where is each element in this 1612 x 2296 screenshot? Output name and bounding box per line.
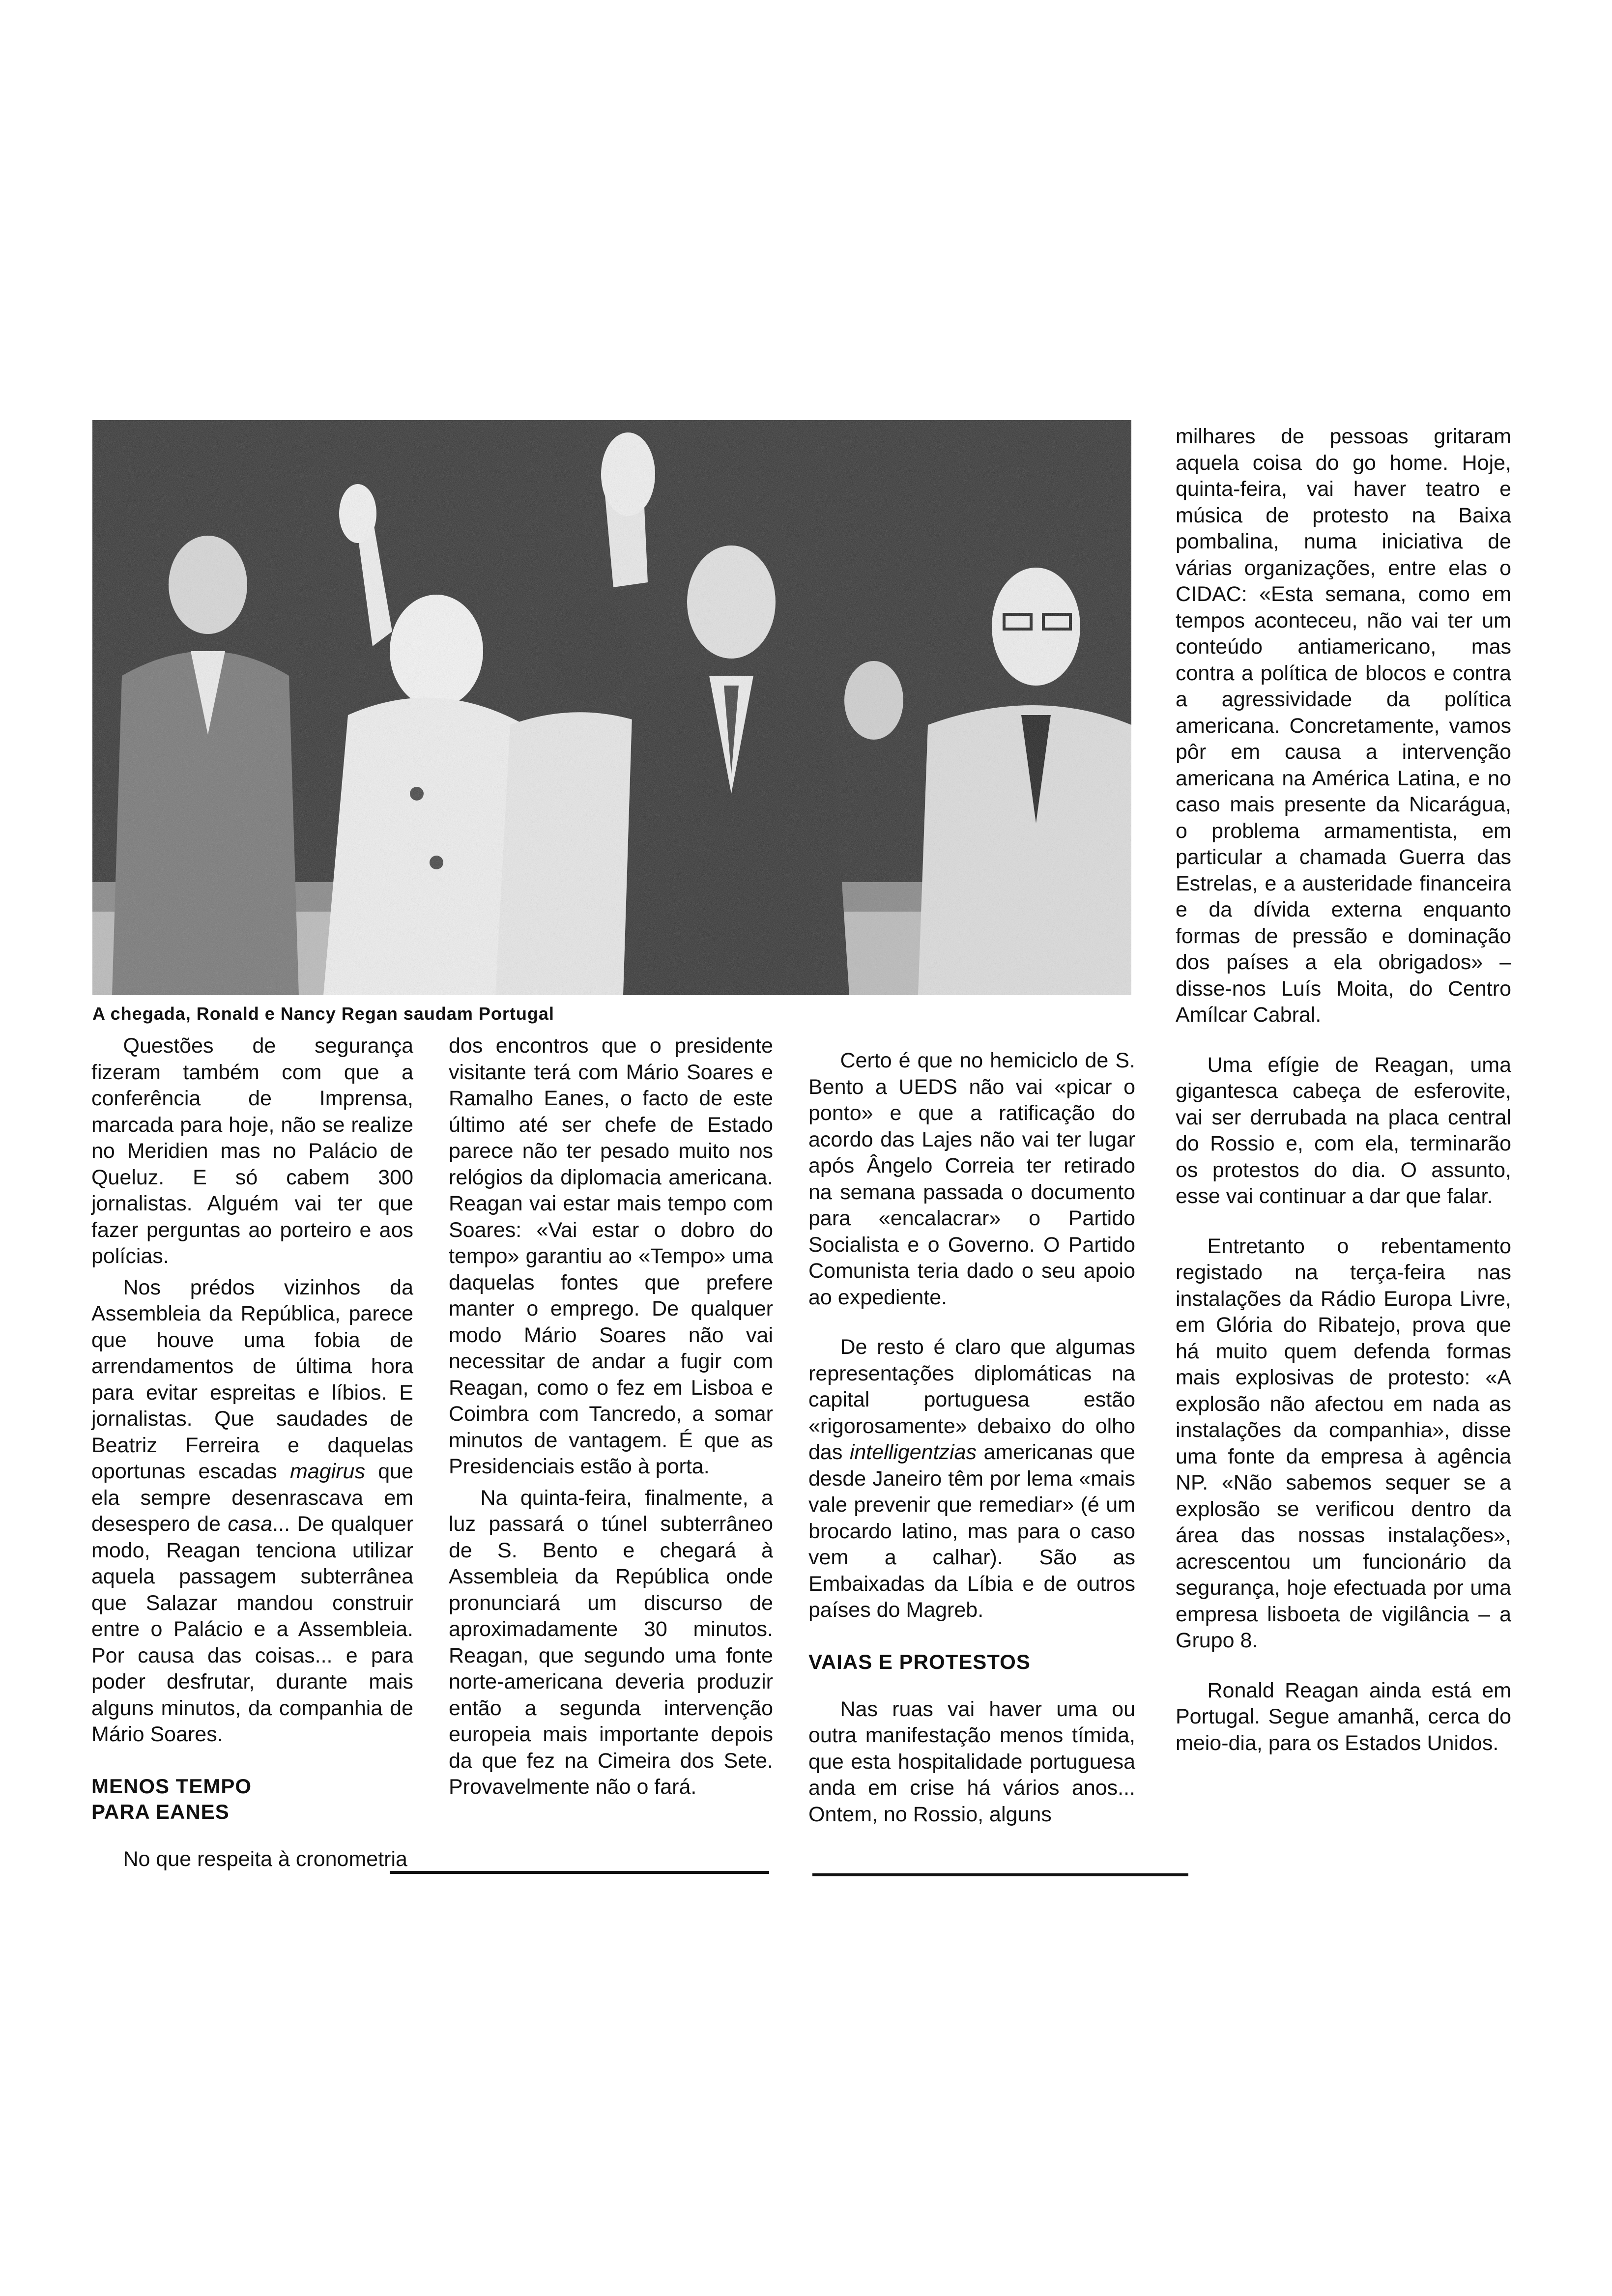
paragraph: Ronald Reagan ainda está em Portugal. Segue amanhã, cerca do meio-dia, para os Estados Unidos.	[1176, 1678, 1511, 1755]
press-photo-icon	[92, 420, 1131, 995]
article-column-4	[1176, 424, 1511, 1756]
paragraph: Nas ruas vai haver uma ou outra manifestação menos tímida, que esta hospitalidade portuguesa anda em crise há vários anos... Ontem, no Rossio, alguns	[808, 1697, 1135, 1826]
article-column-2	[449, 1033, 773, 1801]
section-heading: VAIAS E PROTESTOS	[808, 1650, 1031, 1673]
paragraph: Na quinta-feira, finalmente, a luz passará o túnel subterrâneo de S. Bento e chegará à Assembleia da República onde pronunciará um discurso de aproximadamente 30 minutos. Reagan, que segundo uma fonte norte-americana deveria produzir então a segunda intervenção europeia mais importante depois da que fez na Cimeira dos Sete. Provavelmente não o fará.	[449, 1486, 773, 1799]
paragraph: De resto é claro que algumas representações diplomáticas na capital portuguesa estão «rigorosamente» debaixo do olho das intelligentzias americanas que desde Janeiro têm por lema «mais vale prevenir que remediar» (é um brocardo latino, mas para o caso vem a calhar). São as Embaixadas da Líbia e de outros países do Magreb.	[808, 1335, 1135, 1622]
paragraph: Questões de segurança fizeram também com que a conferência de Imprensa, marcada para hoje, não se realize no Meridien mas no Palácio de Queluz. E só cabem 300 jornalistas. Alguém vai ter que fazer perguntas ao porteiro e aos polícias.	[91, 1034, 413, 1268]
section-heading: MENOS TEMPO PARA EANES	[91, 1774, 252, 1823]
paragraph: Certo é que no hemiciclo de S. Bento a UEDS não vai «picar o ponto» e que a ratificação do acordo das Lajes não vai ter lugar após Ângelo Correia ter retirado na semana passada o documento para «encalacrar» o Partido Socialista e o Governo. O Partido Comunista teria dado o seu apoio ao expediente.	[808, 1049, 1135, 1309]
article-column-3	[808, 1048, 1135, 1828]
paragraph: No que respeita à cronometria	[123, 1847, 407, 1871]
press-photo	[92, 420, 1131, 995]
photo-caption: A chegada, Ronald e Nancy Regan saudam Portugal	[92, 1004, 554, 1024]
bottom-rule	[390, 1871, 769, 1874]
paragraph: dos encontros que o presidente visitante terá com Mário Soares e Ramalho Eanes, o facto de este último até ser chefe de Estado parece não ter pesado muito nos relógios da diplomacia americana. Reagan vai estar mais tempo com Soares: «Vai estar o dobro do tempo» garantiu ao «Tempo» uma daquelas fontes que prefere manter o emprego. De qualquer modo Mário Soares não vai necessitar de andar a fugir com Reagan, como o fez em Lisboa e Coimbra com Tancredo, a somar minutos de vantagem. É que as Presidenciais estão à porta.	[449, 1034, 773, 1478]
paragraph: Nos prédos vizinhos da Assembleia da República, parece que houve uma fobia de arrendamentos de última hora para evitar espreitas e líbios. E jornalistas. Que saudades de Beatriz Ferreira e daquelas oportunas escadas magirus que ela sempre desenrascava em desespero de casa... De qualquer modo, Reagan tenciona utilizar aquela passagem subterrânea que Salazar mandou construir entre o Palácio e a Assembleia. Por causa das coisas... e para poder desfrutar, durante mais alguns minutos, da companhia de Mário Soares.	[91, 1275, 414, 1746]
bottom-rule	[812, 1873, 1188, 1876]
paragraph: Uma efígie de Reagan, uma gigantesca cabeça de esferovite, vai ser derrubada na placa central do Rossio e, com ela, terminarão os protestos do dia. O assunto, esse vai continuar a dar que falar.	[1176, 1053, 1511, 1208]
paragraph: Entretanto o rebentamento registado na terça-feira nas instalações da Rádio Europa Livre, em Glória do Ribatejo, prova que há muito quem defenda formas mais explosivas de protesto: «A explosão não afectou em nada as instalações da companhia», disse uma fonte da empresa à agência NP. «Não sabemos sequer se a explosão se verificou dentro da área das nossas instalações», acrescentou um funcionário da segurança, hoje efectuada por uma empresa lisboeta de vigilância – a Grupo 8.	[1176, 1234, 1511, 1652]
article-column-1	[91, 1033, 413, 1872]
paragraph: milhares de pessoas gritaram aquela coisa do go home. Hoje, quinta-feira, vai haver teatro e música de protesto na Baixa pombalina, numa iniciativa de várias organizações, entre elas o CIDAC: «Esta semana, como em tempos aconteceu, não vai ter um conteúdo antiamericano, mas contra a política de blocos e contra a agressividade da política americana. Concretamente, vamos pôr em causa a intervenção americana na América Latina, e no caso mais presente da Nicarágua, o problema armamentista, em particular a chamada Guerra das Estrelas, e a austeridade financeira e da dívida externa enquanto formas de pressão e dominação dos países a ela obrigados» – disse-nos Luís Moita, do Centro Amílcar Cabral.	[1176, 425, 1511, 1027]
